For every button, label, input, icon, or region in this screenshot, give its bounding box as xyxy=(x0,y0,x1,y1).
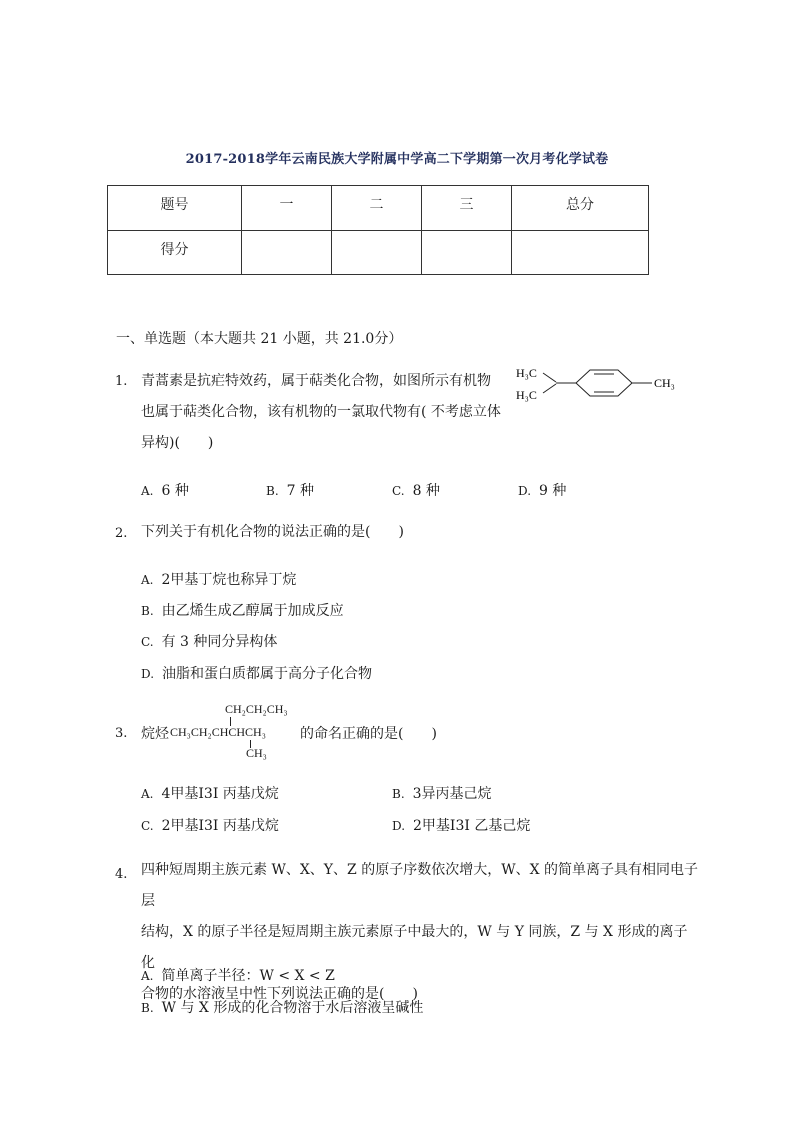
score-row-label: 得分 xyxy=(108,230,242,275)
formula-main: CH₃CH₂CHCHCH₃ xyxy=(170,725,266,739)
question-line: 四种短周期主族元素 W、X、Y、Z 的原子序数依次增大，W、X 的简单离子具有相同电子层 xyxy=(141,862,699,909)
formula-bottom: CH₃ xyxy=(246,746,267,760)
option-a: A. 简单离子半径：W < X < Z xyxy=(141,968,335,984)
option-d: D. 9 种 xyxy=(518,483,567,499)
score-cell xyxy=(332,230,422,275)
question-3-suffix: 的命名正确的是( ) xyxy=(300,726,437,742)
mol-label: H₃C xyxy=(516,388,537,402)
question-4-text xyxy=(141,855,701,1010)
score-cell xyxy=(512,230,649,275)
option-c: C. 有 3 种同分异构体 xyxy=(141,634,278,650)
question-number: 4. xyxy=(115,867,128,882)
p-cymene-structure xyxy=(514,362,684,412)
option-b: B. 由乙烯生成乙醇属于加成反应 xyxy=(141,603,344,619)
question-1-text xyxy=(141,366,501,459)
score-header-cell: 题号 xyxy=(108,186,242,231)
option-a: A. 6 种 xyxy=(141,483,189,499)
option-c: C. 8 种 xyxy=(392,483,440,499)
question-line: 也属于萜类化合物，该有机物的一氯取代物有( 不考虑立体 xyxy=(141,404,501,420)
score-cell xyxy=(422,230,512,275)
question-line: 结构，X 的原子半径是短周期主族元素原子中最大的，W 与 Y 同族，Z 与 X 形成的离子化 xyxy=(141,924,688,971)
option-a: A. 4甲基I3I 丙基戊烷 xyxy=(141,786,279,802)
exam-title: 2017-2018学年云南民族大学附属中学高二下学期第一次月考化学试卷 xyxy=(185,152,609,167)
mol-label: H₃C xyxy=(516,366,537,380)
question-number: 1. xyxy=(115,374,128,389)
question-number: 3. xyxy=(115,726,128,741)
score-header-row xyxy=(108,186,649,231)
option-c: C. 2甲基I3I 丙基戊烷 xyxy=(141,818,279,834)
option-d: D. 2甲基I3I 乙基己烷 xyxy=(392,818,531,834)
option-a: A. 2甲基丁烷也称异丁烷 xyxy=(141,572,297,588)
option-b: B. W 与 X 形成的化合物溶于水后溶液呈碱性 xyxy=(141,1000,424,1016)
question-3-prefix: 烷烃 xyxy=(141,726,169,742)
score-table xyxy=(107,185,649,275)
question-line: 青蒿素是抗疟特效药，属于萜类化合物，如图所示有机物 xyxy=(141,373,491,389)
formula-top: CH₂CH₂CH₃ xyxy=(225,702,288,716)
question-2-text: 下列关于有机化合物的说法正确的是( ) xyxy=(141,524,404,540)
option-b: B. 3异丙基己烷 xyxy=(392,786,492,802)
option-b: B. 7 种 xyxy=(266,483,314,499)
score-value-row xyxy=(108,230,649,275)
score-header-cell: 一 xyxy=(242,186,332,231)
score-header-cell: 三 xyxy=(422,186,512,231)
score-header-cell: 二 xyxy=(332,186,422,231)
score-cell xyxy=(242,230,332,275)
option-d: D. 油脂和蛋白质都属于高分子化合物 xyxy=(141,666,373,682)
mol-label: CH₃ xyxy=(654,376,675,390)
score-header-cell: 总分 xyxy=(512,186,649,231)
question-line: 合物的水溶液呈中性下列说法正确的是( ) xyxy=(141,986,418,1002)
section-heading: 一、单选题（本大题共 21 小题，共 21.0分） xyxy=(116,331,403,347)
question-number: 2. xyxy=(115,526,128,541)
question-line: 异构)( ) xyxy=(141,435,214,451)
